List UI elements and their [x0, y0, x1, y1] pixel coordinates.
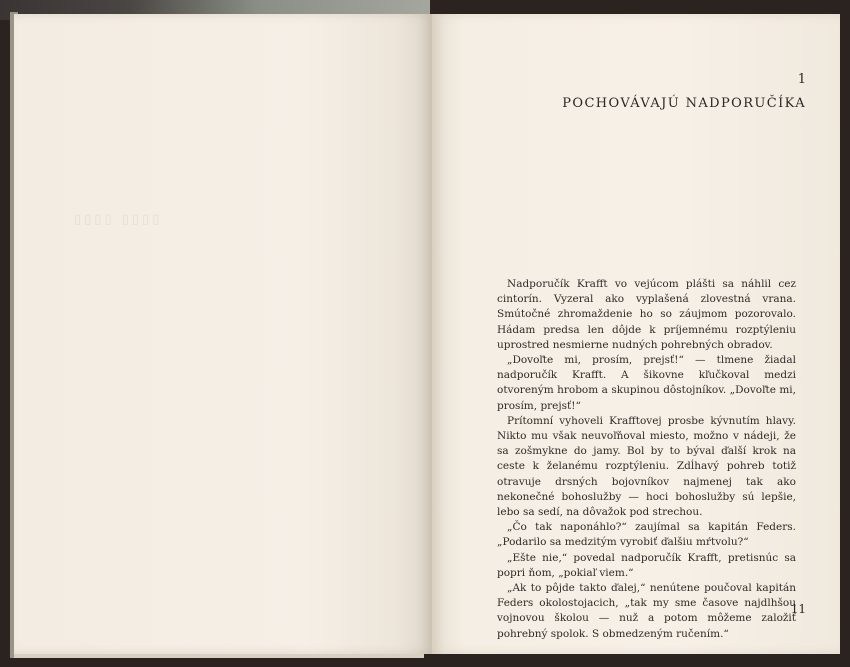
chapter-title: POCHOVÁVAJÚ NADPORUČÍKA	[562, 96, 806, 111]
paragraph: „Čo tak naponáhlo?“ zaujímal sa kapitán Feders. „Podarilo sa medzitým vyrobiť ďalšiu mŕtvolu?“	[497, 521, 796, 549]
paragraph: „Dovoľte mi, prosím, prejsť!“ — tlmene žiadal nadporučík Krafft. A šikovne kľučkoval medzi otvoreným hrobom a skupinou dôstojníkov. „Dovoľte mi, prosím, prejsť!“	[497, 354, 796, 412]
bleed-through-text: ▯▯▯▯ ▯▯▯▯	[74, 212, 163, 227]
body-text	[497, 277, 796, 642]
paragraph: Nadporučík Krafft vo vejúcom plášti sa náhlil cez cintorín. Vyzeral ako vyplašená zlovestná vrana. Smútočné zhromaždenie ho so záujmom pozorovalo. Hádam predsa len dôjde k príjemnému rozptýleniu uprostred nesmierne nudných pohrebných obradov.	[497, 278, 796, 351]
paragraph: „Ešte nie,“ povedal nadporučík Krafft, pretisnúc sa popri ňom, „pokiaľ viem.“	[497, 551, 796, 579]
paragraph: „Ak to pôjde takto ďalej,“ nenútene poučoval kapitán Feders okolostojacich, „tak my sme časove najdlhšou vojnovou školou — nuž a potom môžeme založiť pohrebný spolok. S obmedzeným ručením.“	[497, 582, 796, 640]
paragraph: Prítomní vyhoveli Krafftovej prosbe kývnutím hlavy. Nikto mu však neuvoľňoval miesto, možno v nádeji, že sa zošmykne do jamy. Bol by to býval ďalší krok na ceste k želanému rozptýleniu. Zdĺhavý pohreb totiž otravuje drsných bojovníkov najmenej tak ako nekonečné bohoslužby — hoci bohoslužby sú lepšie, lebo sa sedí, na dôvažok pod strechou.	[497, 414, 796, 519]
page-number: 11	[790, 602, 806, 616]
left-page	[14, 14, 432, 654]
chapter-number: 1	[797, 72, 806, 87]
